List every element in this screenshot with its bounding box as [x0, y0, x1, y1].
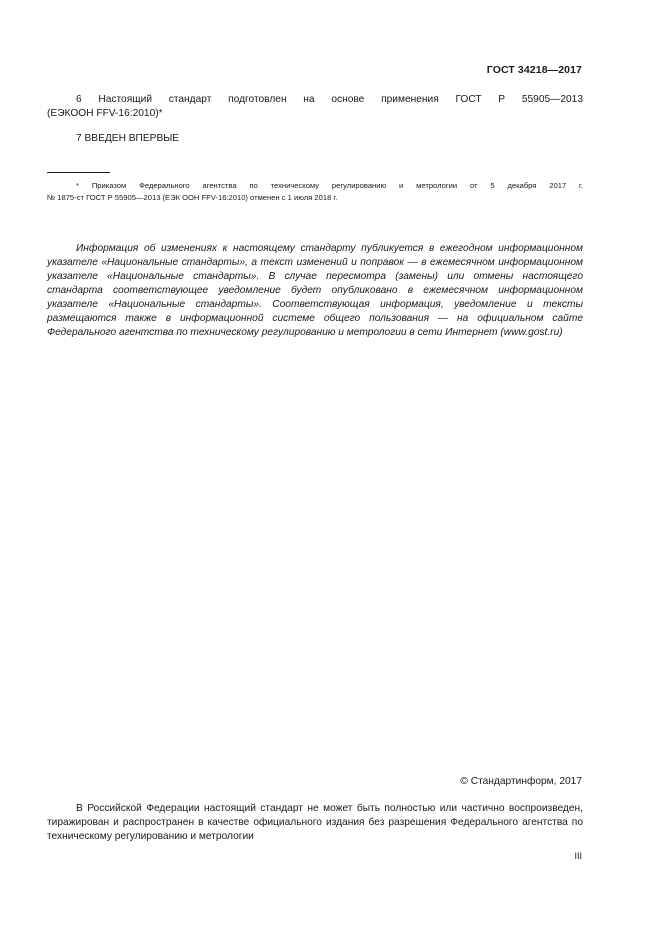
item-6-line-2: (ЕЭКООН FFV-16:2010)* [47, 108, 163, 119]
item-7-paragraph: 7 ВВЕДЕН ВПЕРВЫЕ [76, 133, 180, 144]
reproduction-restriction-paragraph: В Российской Федерации настоящий стандарт не может быть полностью или частично воспроизведен, тиражирован и распространен в качестве официального издания без разрешения Федерального агентства по техническому регулированию и метрологии [47, 803, 583, 842]
page-number: III [574, 851, 582, 861]
footnote-line-1: * Приказом Федерального агентства по техническому регулированию и метрологии от 5 декабря 2017 г. [76, 181, 583, 190]
footnote-line-2: № 1875-ст ГОСТ Р 55905—2013 (ЕЭК ООН FFV-16:2010) отменен с 1 июля 2018 г. [47, 193, 338, 202]
amendments-info-paragraph: Информация об изменениях к настоящему стандарту публикуется в ежегодном информационном указателе «Национальные стандарты», а текст изменений и поправок — в ежемесячном информационном указателе «Национальные стандарты». В случае пересмотра (замены) или отмены настоящего стандарта соответствующее уведомление будет опубликовано в ежемесячном информационном указателе «Национальные стандарты». Соответствующая информация, уведомление и тексты размещаются также в информационной системе общего пользования — на официальном сайте Федерального агентства по техническому регулированию и метрологии в сети Интернет (www.gost.ru) [47, 243, 583, 338]
item-6-paragraph [47, 93, 583, 121]
copyright-notice: © Стандартинформ, 2017 [460, 776, 582, 787]
footnote [47, 180, 583, 204]
footnote-separator [47, 172, 110, 173]
item-6-line-1: 6 Настоящий стандарт подготовлен на основе применения ГОСТ Р 55905—2013 [76, 94, 583, 105]
standard-number: ГОСТ 34218—2017 [486, 64, 582, 76]
